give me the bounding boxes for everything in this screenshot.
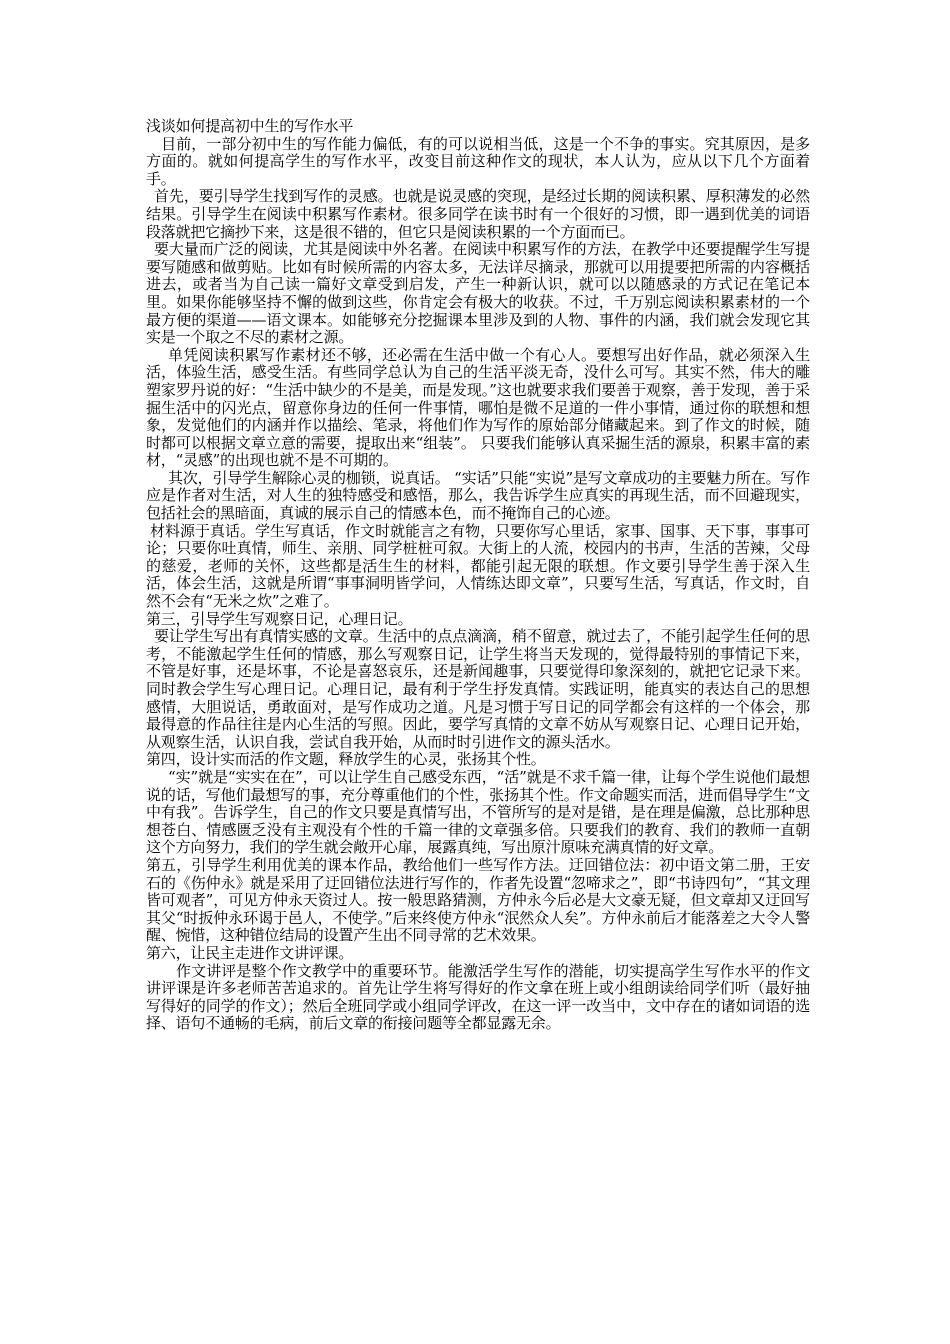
paragraph-inspiration: 首先，要引导学生找到写作的灵感。也就是说灵感的突现，是经过长期的阅读积累、厚积薄发的必然结果。引导学生在阅读中积累写作素材。很多同学在读书时有一个很好的习惯，即一遇到优美的词语段落就把它摘抄下来，这是很不错的，但它只是阅读积累的一个方面而已。 xyxy=(146,187,810,241)
section-heading-sixth: 第六，让民主走进作文讲评课。 xyxy=(146,943,354,962)
paragraph-reading: 要大量而广泛的阅读，尤其是阅读中外名著。在阅读中积累写作的方法，在教学中还要提醒学生写提要写随感和做剪贴。比如有时候所需的内容太多，无法详尽摘录，那就可以用提要把所需的内容概括进去，或者当为自己读一篇好文章受到启发，产生一种新认识，就可以以随感录的方式记在笔记本里。如果你能够坚持不懈的做到这些，你肯定会有极大的收获。不过，千万别忘阅读积累素材的一个最方便的渠道——语文课本。如能够充分挖掘课本里涉及到的人物、事件的内涵，我们就会发现它其实是一个取之不尽的素材之源。 xyxy=(146,240,810,347)
section-heading-fifth: 第五，引导学生利用优美的课本作品，教给他们一些写作方法。迂回错位法：初中语文第二册，王安石的《伤仲永》就是采用了迂回错位法进行写作的，作者先设置“忽啼求之”，即“书诗四句”，“其文理皆可观者”，可见方仲永天资过人。按一般思路猜测，方仲永今后必是大文豪无疑，但文章却又迂回写其父“时扳仲永环谒于邑人，不使学。”后来终使方仲永“泯然众人矣”。方仲永前后才能落差之大令人警醒、惋惜，这种错位结局的设置产生出不同寻常的艺术效果。 xyxy=(146,855,810,945)
paragraph-review-class: 作文讲评是整个作文教学中的重要环节。能激活学生写作的潜能，切实提高学生写作水平的作文讲评课是许多老师苦苦追求的。首先让学生将写得好的作文拿在班上或小组朗读给同学们听（最好抽写得好的同学的作文）；然后全班同学或小组同学评改，在这一评一改当中，文中存在的诸如词语的选择、语句不通畅的毛病，前后文章的衔接问题等全都显露无余。 xyxy=(146,961,810,1033)
paragraph-diary: 要让学生写出有真情实感的文章。生活中的点点滴滴，稍不留意，就过去了，不能引起学生任何的思考，不能激起学生任何的情感，那么写观察日记，让学生将当天发现的，觉得最特别的事情记下来，不管是好事，还是坏事，不论是喜怒哀乐，还是新闻趣事，只要觉得印象深刻的，就把它记录下来。同时教会学生写心理日记。心理日记，最有利于学生抒发真情。实践证明，能真实的表达自己的思想感情，大胆说话，勇敢面对，是写作成功之道。凡是习惯于写日记的同学都会有这样的一个体会，那最得意的作品往往是内心生活的写照。因此，要学写真情的文章不妨从写观察日记、心理日记开始，从观察生活，认识自我，尝试自我开始，从而时时引进作文的源头活水。 xyxy=(146,627,810,751)
section-heading-third: 第三，引导学生写观察日记，心理日记。 xyxy=(146,609,413,628)
paragraph-life-observation: 单凭阅读积累写作素材还不够，还必需在生活中做一个有心人。要想写出好作品，就必须深入生活，体验生活，感受生活。有些同学总认为自己的生活平淡无奇，没什么可写。其实不然，伟大的雕塑家罗丹说的好：“生活中缺少的不是美，而是发现。”这也就要求我们要善于观察，善于发现，善于采掘生活中的闪光点，留意你身边的任何一件事情，哪怕是微不足道的一件小事情，通过你的联想和想象，发觉他们的内涵并作以描绘、笔录，将他们作为写作的原始部分储藏起来。到了作文的时候，随时都可以根据文章立意的需要，提取出来“组装”。 只要我们能够认真采掘生活的源泉，积累丰富的素材，“灵感”的出现也就不是不可期的。 xyxy=(146,345,810,470)
paragraph-topic-design: “实”就是“实实在在”，可以让学生自己感受东西，“活”就是不求千篇一律，让每个学生说他们最想说的话，写他们最想写的事，充分尊重他们的个性，张扬其个性。作文命题实而活，进而倡导学生“文中有我”。告诉学生，自己的作文只要是真情写出，不管所写的是对是错，是在理是偏激，总比那种思想苍白、情感匮乏没有主观没有个性的千篇一律的文章强多倍。只要我们的教育、我们的教师一直朝这个方向努力，我们的学生就会敞开心扉，展露真纯，写出原汁原味充满真情的好文章。 xyxy=(146,767,810,857)
paragraph-materials: 材料源于真话。学生写真话，作文时就能言之有物，只要你写心里话，家事、国事、天下事，事事可论；只要你吐真情，师生、亲朋、同学桩桩可叙。大街上的人流，校园内的书声，生活的苦辣，父母的慈爱，老师的关怀，这些都是活生生的材料，都能引起无限的联想。作文要引导学生善于深入生活，体会生活，这就是所谓“事事洞明皆学问，人情练达即文章”，只要写生活，写真话，作文时，自然不会有“无米之炊”之难了。 xyxy=(146,521,810,611)
document-title: 浅谈如何提高初中生的写作水平 xyxy=(146,117,354,135)
paragraph-intro: 目前，一部分初中生的写作能力偏低，有的可以说相当低，这是一个不争的事实。究其原因，是多方面的。就如何提高学生的写作水平，改变目前这种作文的现状，本人认为，应从以下几个方面着手。 xyxy=(146,134,810,188)
section-heading-fourth: 第四，设计实而活的作文题，释放学生的心灵，张扬其个性。 xyxy=(146,750,546,769)
document-page xyxy=(146,118,810,1033)
paragraph-truthful-writing: 其次，引导学生解除心灵的枷锁，说真话。 “实话”只能“实说”是写文章成功的主要魅力所在。写作应是作者对生活，对人生的独特感受和感悟，那么，我告诉学生应真实的再现生活，而不回避现实，包括社会的黑暗面，真诚的展示自己的情感本色，而不掩饰自己的心迹。 xyxy=(146,468,810,523)
